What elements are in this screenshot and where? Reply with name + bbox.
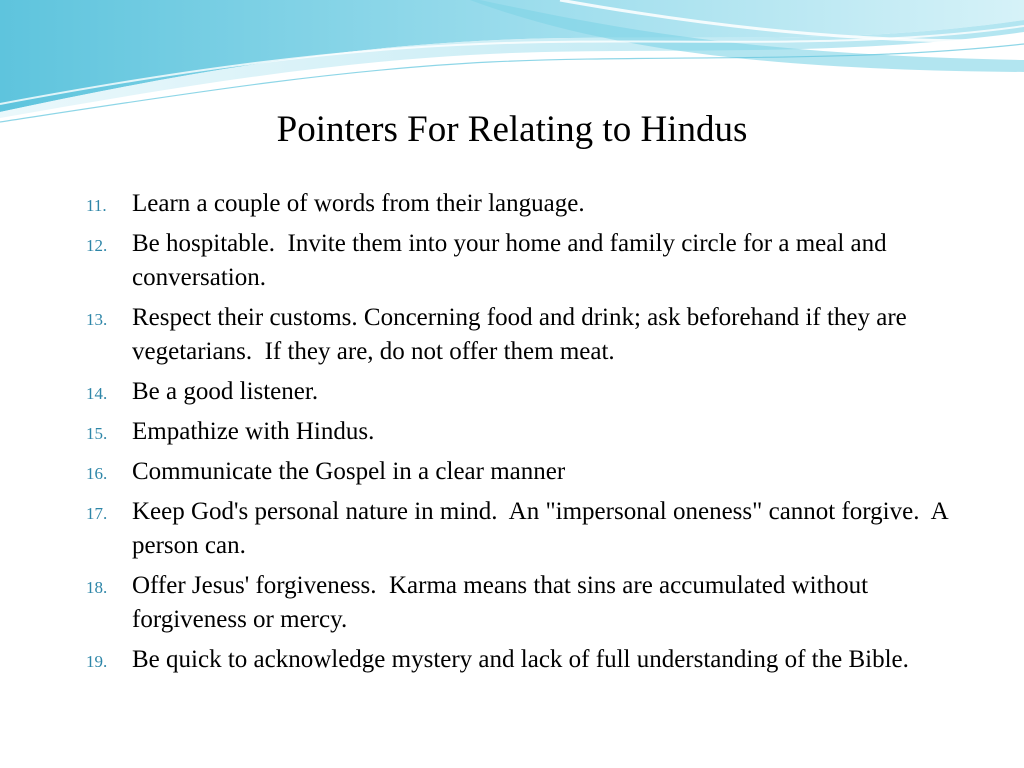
list-item-number: 13. bbox=[86, 310, 108, 329]
list-item-text: Communicate the Gospel in a clear manner bbox=[132, 458, 566, 485]
list-item bbox=[86, 569, 986, 637]
list-item-number: 14. bbox=[86, 384, 108, 403]
list-item-text: Be hospitable. Invite them into your home and family circle for a meal and conversation. bbox=[132, 230, 893, 291]
list-item-number: 17. bbox=[86, 504, 108, 523]
list-item bbox=[86, 415, 986, 449]
list-item bbox=[86, 187, 986, 221]
list-item-text: Be a good listener. bbox=[132, 378, 319, 405]
slide-title: Pointers For Relating to Hindus bbox=[276, 109, 748, 150]
list-item bbox=[86, 375, 986, 409]
list-item-text: Learn a couple of words from their language. bbox=[132, 190, 585, 217]
list-item-text: Respect their customs. Concerning food and drink; ask beforehand if they are vegetarians. If they are, do not offer them meat. bbox=[132, 304, 914, 365]
list-item-number: 18. bbox=[86, 578, 108, 597]
list-item bbox=[86, 455, 986, 489]
list-item-number: 19. bbox=[86, 652, 108, 671]
list-item-text: Keep God's personal nature in mind. An "impersonal oneness" cannot forgive. A person can. bbox=[132, 498, 954, 559]
list-item-number: 11. bbox=[86, 196, 107, 215]
list-item-number: 16. bbox=[86, 464, 108, 483]
list-item bbox=[86, 227, 986, 295]
list-item bbox=[86, 643, 986, 677]
list-item-number: 15. bbox=[86, 424, 108, 443]
list-item bbox=[86, 495, 986, 563]
list-item-text: Be quick to acknowledge mystery and lack of full understanding of the Bible. bbox=[132, 646, 909, 673]
list-item-text: Offer Jesus' forgiveness. Karma means that sins are accumulated without forgiveness or mercy. bbox=[132, 572, 875, 633]
list-item-number: 12. bbox=[86, 236, 108, 255]
pointers-list bbox=[86, 187, 986, 683]
list-item-text: Empathize with Hindus. bbox=[132, 418, 375, 445]
list-item bbox=[86, 301, 986, 369]
